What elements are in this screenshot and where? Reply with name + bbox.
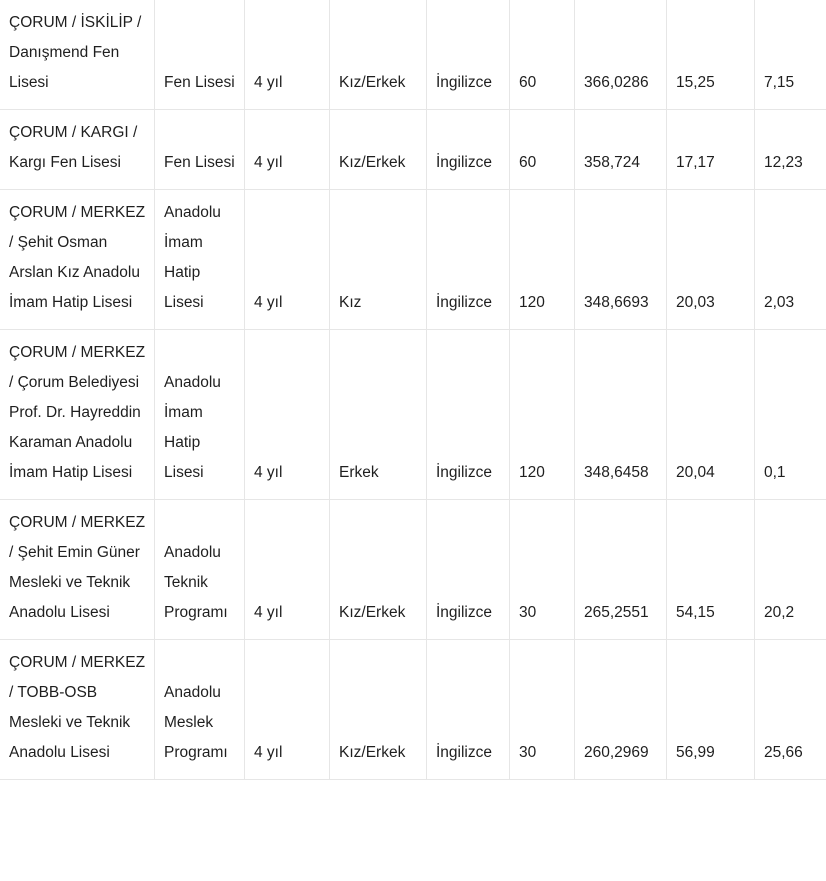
language-cell: İngilizce bbox=[427, 110, 510, 190]
table-row bbox=[0, 500, 826, 640]
last-value-cell: 25,66 bbox=[755, 640, 826, 780]
percentile-cell: 17,17 bbox=[667, 110, 755, 190]
school-name-cell: ÇORUM / KARGI / Kargı Fen Lisesi bbox=[0, 110, 155, 190]
school-type-cell: Anadolu Meslek Programı bbox=[155, 640, 245, 780]
duration-cell: 4 yıl bbox=[245, 110, 330, 190]
quota-cell: 60 bbox=[510, 0, 575, 110]
table-row bbox=[0, 0, 826, 110]
school-type-cell: Anadolu İmam Hatip Lisesi bbox=[155, 190, 245, 330]
gender-cell: Erkek bbox=[330, 330, 427, 500]
duration-cell: 4 yıl bbox=[245, 640, 330, 780]
score-cell: 348,6458 bbox=[575, 330, 667, 500]
gender-cell: Kız/Erkek bbox=[330, 500, 427, 640]
school-name-cell: ÇORUM / MERKEZ / TOBB-OSB Mesleki ve Teknik Anadolu Lisesi bbox=[0, 640, 155, 780]
table-row bbox=[0, 110, 826, 190]
percentile-cell: 54,15 bbox=[667, 500, 755, 640]
quota-cell: 120 bbox=[510, 190, 575, 330]
school-type-cell: Fen Lisesi bbox=[155, 110, 245, 190]
score-cell: 366,0286 bbox=[575, 0, 667, 110]
score-cell: 348,6693 bbox=[575, 190, 667, 330]
gender-cell: Kız/Erkek bbox=[330, 110, 427, 190]
language-cell: İngilizce bbox=[427, 330, 510, 500]
language-cell: İngilizce bbox=[427, 500, 510, 640]
school-type-cell: Anadolu İmam Hatip Lisesi bbox=[155, 330, 245, 500]
gender-cell: Kız/Erkek bbox=[330, 640, 427, 780]
duration-cell: 4 yıl bbox=[245, 190, 330, 330]
school-type-cell: Fen Lisesi bbox=[155, 0, 245, 110]
duration-cell: 4 yıl bbox=[245, 330, 330, 500]
gender-cell: Kız bbox=[330, 190, 427, 330]
table-row bbox=[0, 190, 826, 330]
table-row bbox=[0, 330, 826, 500]
percentile-cell: 20,03 bbox=[667, 190, 755, 330]
percentile-cell: 56,99 bbox=[667, 640, 755, 780]
score-cell: 260,2969 bbox=[575, 640, 667, 780]
score-cell: 265,2551 bbox=[575, 500, 667, 640]
last-value-cell: 2,03 bbox=[755, 190, 826, 330]
last-value-cell: 0,1 bbox=[755, 330, 826, 500]
table-row bbox=[0, 640, 826, 780]
quota-cell: 30 bbox=[510, 640, 575, 780]
quota-cell: 30 bbox=[510, 500, 575, 640]
school-name-cell: ÇORUM / MERKEZ / Çorum Belediyesi Prof. Dr. Hayreddin Karaman Anadolu İmam Hatip Lisesi bbox=[0, 330, 155, 500]
last-value-cell: 12,23 bbox=[755, 110, 826, 190]
school-type-cell: Anadolu Teknik Programı bbox=[155, 500, 245, 640]
percentile-cell: 15,25 bbox=[667, 0, 755, 110]
school-name-cell: ÇORUM / İSKİLİP / Danışmend Fen Lisesi bbox=[0, 0, 155, 110]
quota-cell: 120 bbox=[510, 330, 575, 500]
last-value-cell: 20,2 bbox=[755, 500, 826, 640]
duration-cell: 4 yıl bbox=[245, 0, 330, 110]
last-value-cell: 7,15 bbox=[755, 0, 826, 110]
gender-cell: Kız/Erkek bbox=[330, 0, 427, 110]
language-cell: İngilizce bbox=[427, 640, 510, 780]
school-name-cell: ÇORUM / MERKEZ / Şehit Osman Arslan Kız Anadolu İmam Hatip Lisesi bbox=[0, 190, 155, 330]
quota-cell: 60 bbox=[510, 110, 575, 190]
percentile-cell: 20,04 bbox=[667, 330, 755, 500]
duration-cell: 4 yıl bbox=[245, 500, 330, 640]
language-cell: İngilizce bbox=[427, 190, 510, 330]
school-name-cell: ÇORUM / MERKEZ / Şehit Emin Güner Mesleki ve Teknik Anadolu Lisesi bbox=[0, 500, 155, 640]
language-cell: İngilizce bbox=[427, 0, 510, 110]
score-cell: 358,724 bbox=[575, 110, 667, 190]
